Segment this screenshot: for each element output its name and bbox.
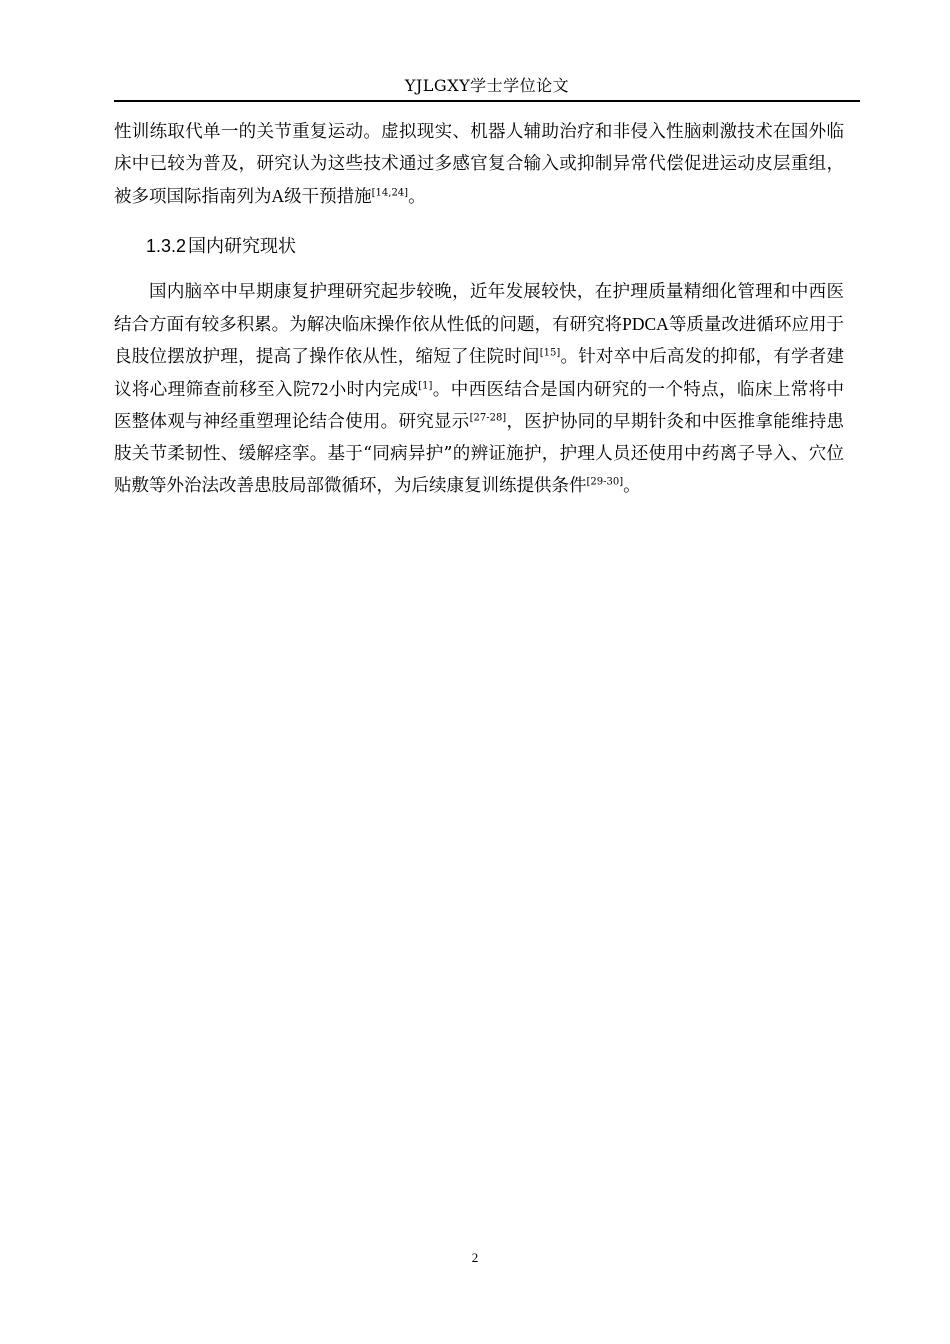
running-header: YJLGXY学士学位论文 xyxy=(404,76,570,95)
section-heading xyxy=(146,232,296,261)
paragraph-text: 。针对卒中后高发的抑郁，有学者建议将心理筛查前移至入院 xyxy=(114,347,845,400)
paragraph-domestic-research xyxy=(114,276,844,502)
paragraph-text: 性训练取代单一的关节重复运动。虚拟现实、机器人辅助治疗和非侵入性脑刺激技术在国外临床中已较为普及，研究认为这些技术通过多感官复合输入或抑制异常代偿促进运动皮层重组，被多项国际指南列为 xyxy=(114,122,844,207)
paragraph-text: 小时内完成 xyxy=(328,380,419,400)
citation: [1] xyxy=(418,380,433,392)
grade-label: A xyxy=(271,186,285,206)
pdca-term: PDCA xyxy=(622,314,669,334)
citation: [15] xyxy=(539,347,561,359)
hours-value: 72 xyxy=(310,379,329,399)
section-title: 国内研究现状 xyxy=(188,236,297,257)
paragraph-text: 等质量改进循环应用于良肢位摆放护理，提高了操作依从性，缩短了住院时间 xyxy=(114,315,845,367)
paragraph-foreign-research-end xyxy=(114,116,844,213)
paragraph-text: 。中西医结合是国内研究的一个特点，临床上常将中医整体观与神经重塑理论结合使用。研究显示 xyxy=(114,380,845,432)
paragraph-text: 。 xyxy=(623,476,641,496)
header-rule xyxy=(114,100,860,102)
paragraph-text: ，医护协同的早期针灸和中医推拿能维持患肢关节柔韧性、缓解痉挛。基于“同病异护”的辨证施护，护理人员还使用中药离子导入、穴位贴敷等外治法改善患肢局部微循环，为后续康复训练提供条件 xyxy=(114,412,845,496)
citation: [27-28] xyxy=(469,412,507,424)
citation: [29-30] xyxy=(586,476,624,488)
paragraph-text: 。 xyxy=(408,187,426,207)
paragraph-text: 国内脑卒中早期康复护理研究起步较晚，近年发展较快，在护理质量精细化管理和中西医结合方面有较多积累。为解决临床操作依从性低的问题，有研究将 xyxy=(114,282,844,335)
citation: [14,24] xyxy=(371,187,409,199)
paragraph-text: 级干预措施 xyxy=(284,187,372,207)
page-number: 2 xyxy=(471,1250,479,1265)
section-number: 1.3.2 xyxy=(146,236,187,256)
